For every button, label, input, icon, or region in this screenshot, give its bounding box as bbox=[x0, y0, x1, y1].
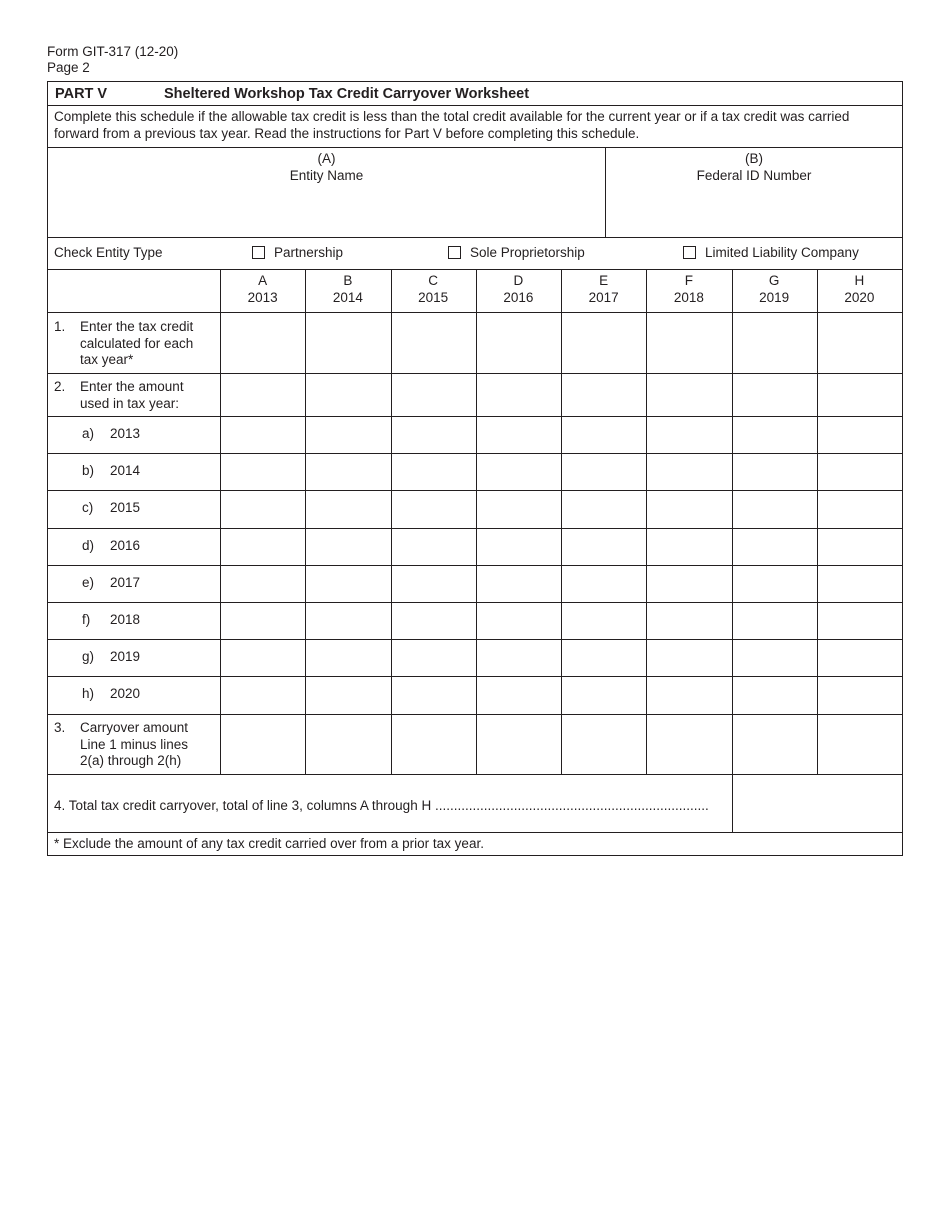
line2f-cell-a[interactable] bbox=[221, 603, 304, 638]
line2e-cell-h[interactable] bbox=[818, 566, 901, 601]
line1-cell-f[interactable] bbox=[647, 314, 730, 372]
line1-cell-a[interactable] bbox=[221, 314, 304, 372]
line3-label-part: Line 1 minus lines bbox=[80, 736, 189, 752]
line2-label-part: Enter the amount bbox=[80, 379, 184, 394]
line2a-cell-d[interactable] bbox=[477, 417, 560, 452]
llc-label: Limited Liability Company bbox=[705, 245, 859, 260]
subline-letter: f) bbox=[82, 612, 91, 627]
line1-cell-e[interactable] bbox=[562, 314, 645, 372]
line2g-cell-f[interactable] bbox=[647, 640, 730, 675]
partnership-label: Partnership bbox=[274, 245, 344, 260]
column-year: 2016 bbox=[503, 289, 534, 305]
line2f-cell-f[interactable] bbox=[647, 603, 730, 638]
line2a-cell-f[interactable] bbox=[647, 417, 730, 452]
line2e-cell-d[interactable] bbox=[477, 566, 560, 601]
subline-letter: b) bbox=[82, 463, 95, 479]
line2g-cell-d[interactable] bbox=[477, 640, 560, 675]
column-header-f bbox=[646, 273, 731, 306]
line2h-cell-e[interactable] bbox=[562, 677, 645, 712]
entity-name-field[interactable] bbox=[48, 148, 605, 237]
line2a-cell-h[interactable] bbox=[818, 417, 901, 452]
subline-letter: a) bbox=[82, 426, 95, 441]
entity-type-label: Check Entity Type bbox=[54, 245, 163, 260]
line1-label-part: tax year* bbox=[80, 352, 134, 367]
line3-cell-d[interactable] bbox=[477, 715, 560, 773]
subline-letter: e) bbox=[82, 574, 95, 590]
divider bbox=[48, 237, 902, 238]
line2a-cell-g[interactable] bbox=[733, 417, 816, 452]
subline-year: 2013 bbox=[110, 426, 141, 441]
entity-name-letter: (A) bbox=[317, 151, 336, 166]
line2b-cell-b[interactable] bbox=[306, 454, 389, 489]
sole-proprietorship-checkbox[interactable] bbox=[448, 246, 461, 259]
column-letter: A bbox=[258, 273, 268, 288]
line2b-cell-g[interactable] bbox=[733, 454, 816, 489]
line2b-cell-a[interactable] bbox=[221, 454, 304, 489]
line2-cell-d[interactable] bbox=[477, 375, 560, 415]
subline-year: 2018 bbox=[110, 612, 141, 627]
federal-id-letter: (B) bbox=[745, 151, 763, 166]
line2-number: 2. bbox=[54, 379, 66, 394]
line2g-cell-a[interactable] bbox=[221, 640, 304, 675]
subline-letter: c) bbox=[82, 500, 94, 516]
line2g-cell-h[interactable] bbox=[818, 640, 901, 675]
column-letter: G bbox=[768, 273, 780, 288]
line2d-cell-c[interactable] bbox=[392, 529, 475, 564]
subline-year: 2020 bbox=[110, 686, 141, 702]
line3-cell-a[interactable] bbox=[221, 715, 304, 773]
part-title: Sheltered Workshop Tax Credit Carryover Worksheet bbox=[164, 86, 530, 102]
line3-label bbox=[80, 720, 188, 770]
column-header-a bbox=[220, 273, 305, 306]
instructions-text: Complete this schedule if the allowable tax credit is less than the total credit available for the current year or if a tax credit was carried forward from a previous tax year. Read the instructions for Part V before completing this schedule. bbox=[54, 109, 850, 141]
line3-number: 3. bbox=[54, 720, 66, 735]
divider bbox=[48, 832, 902, 833]
line2b-cell-h[interactable] bbox=[818, 454, 901, 489]
line3-cell-e[interactable] bbox=[562, 715, 645, 773]
line2b-cell-c[interactable] bbox=[392, 454, 475, 489]
entity-name-label: Entity Name bbox=[289, 168, 364, 183]
column-year: 2020 bbox=[844, 289, 875, 305]
line2h-cell-g[interactable] bbox=[733, 677, 816, 712]
column-year: 2015 bbox=[418, 289, 449, 305]
line2e-cell-e[interactable] bbox=[562, 566, 645, 601]
column-header-g bbox=[732, 273, 817, 306]
sole-proprietorship-label: Sole Proprietorship bbox=[470, 245, 585, 260]
line2e-cell-a[interactable] bbox=[221, 566, 304, 601]
subline-year: 2019 bbox=[110, 649, 141, 665]
line1-cell-h[interactable] bbox=[818, 314, 901, 372]
line2c-cell-d[interactable] bbox=[477, 491, 560, 526]
subline-year: 2014 bbox=[110, 463, 141, 479]
subline-year: 2016 bbox=[110, 537, 141, 553]
column-letter: E bbox=[599, 273, 609, 288]
divider bbox=[732, 774, 733, 832]
column-year: 2013 bbox=[247, 289, 278, 305]
page-number: Page 2 bbox=[47, 60, 90, 75]
line2e-cell-f[interactable] bbox=[647, 566, 730, 601]
line2-cell-c[interactable] bbox=[392, 375, 475, 415]
line2d-cell-e[interactable] bbox=[562, 529, 645, 564]
federal-id-field[interactable] bbox=[606, 148, 902, 237]
part-label: PART V bbox=[55, 86, 108, 102]
line4-label: 4. Total tax credit carryover, total of line 3, columns A through H ......................................................................... bbox=[54, 798, 709, 813]
line2-cell-a[interactable] bbox=[221, 375, 304, 415]
line2f-cell-h[interactable] bbox=[818, 603, 901, 638]
line2f-cell-g[interactable] bbox=[733, 603, 816, 638]
line3-cell-c[interactable] bbox=[392, 715, 475, 773]
line3-label-part: 2(a) through 2(h) bbox=[80, 753, 182, 768]
line2h-cell-f[interactable] bbox=[647, 677, 730, 712]
line1-cell-d[interactable] bbox=[477, 314, 560, 372]
line2a-cell-c[interactable] bbox=[392, 417, 475, 452]
line2e-cell-c[interactable] bbox=[392, 566, 475, 601]
line2g-cell-b[interactable] bbox=[306, 640, 389, 675]
column-year: 2018 bbox=[673, 289, 704, 305]
column-header-c bbox=[391, 273, 476, 306]
line2c-cell-b[interactable] bbox=[306, 491, 389, 526]
subline-year: 2015 bbox=[110, 500, 141, 516]
line2d-cell-a[interactable] bbox=[221, 529, 304, 564]
line2-cell-f[interactable] bbox=[647, 375, 730, 415]
form-id: Form GIT-317 (12-20) bbox=[47, 44, 179, 59]
form-header bbox=[47, 44, 178, 76]
line2d-cell-g[interactable] bbox=[733, 529, 816, 564]
federal-id-label: Federal ID Number bbox=[696, 168, 812, 183]
line1-cell-b[interactable] bbox=[306, 314, 389, 372]
line1-cell-g[interactable] bbox=[733, 314, 816, 372]
line2h-cell-h[interactable] bbox=[818, 677, 901, 712]
line2g-cell-e[interactable] bbox=[562, 640, 645, 675]
line2d-cell-f[interactable] bbox=[647, 529, 730, 564]
line2h-cell-d[interactable] bbox=[477, 677, 560, 712]
line2d-cell-d[interactable] bbox=[477, 529, 560, 564]
column-letter: F bbox=[684, 273, 693, 288]
subline-letter: g) bbox=[82, 649, 95, 665]
line1-label-part: Enter the tax credit bbox=[80, 319, 194, 334]
line2a-cell-e[interactable] bbox=[562, 417, 645, 452]
column-year: 2017 bbox=[588, 289, 619, 305]
line2b-cell-f[interactable] bbox=[647, 454, 730, 489]
line1-label-part: calculated for each bbox=[80, 335, 194, 351]
line3-cell-b[interactable] bbox=[306, 715, 389, 773]
line2c-cell-a[interactable] bbox=[221, 491, 304, 526]
line1-label bbox=[80, 319, 193, 369]
line2h-cell-a[interactable] bbox=[221, 677, 304, 712]
column-header-h bbox=[817, 273, 902, 306]
line2-label-part: used in tax year: bbox=[80, 395, 180, 411]
column-header-d bbox=[476, 273, 561, 306]
line3-cell-h[interactable] bbox=[818, 715, 901, 773]
column-letter: C bbox=[428, 273, 438, 288]
subline-letter: d) bbox=[82, 537, 95, 553]
column-year: 2014 bbox=[332, 289, 363, 305]
line2-cell-b[interactable] bbox=[306, 375, 389, 415]
line2b-cell-d[interactable] bbox=[477, 454, 560, 489]
line3-label-part: Carryover amount bbox=[80, 720, 189, 735]
line2f-cell-c[interactable] bbox=[392, 603, 475, 638]
line2b-cell-e[interactable] bbox=[562, 454, 645, 489]
line1-cell-c[interactable] bbox=[392, 314, 475, 372]
line2f-cell-e[interactable] bbox=[562, 603, 645, 638]
divider bbox=[48, 105, 902, 106]
footnote: * Exclude the amount of any tax credit carried over from a prior tax year. bbox=[54, 836, 484, 851]
line2a-cell-b[interactable] bbox=[306, 417, 389, 452]
line2d-cell-h[interactable] bbox=[818, 529, 901, 564]
line1-number: 1. bbox=[54, 319, 66, 334]
line4-total-field[interactable] bbox=[734, 775, 902, 832]
column-header-b bbox=[305, 273, 390, 306]
line2e-cell-b[interactable] bbox=[306, 566, 389, 601]
line2c-cell-e[interactable] bbox=[562, 491, 645, 526]
line2a-cell-a[interactable] bbox=[221, 417, 304, 452]
line2-cell-g[interactable] bbox=[733, 375, 816, 415]
line2d-cell-b[interactable] bbox=[306, 529, 389, 564]
line3-cell-f[interactable] bbox=[647, 715, 730, 773]
subline-letter: h) bbox=[82, 686, 95, 702]
line2-cell-h[interactable] bbox=[818, 375, 901, 415]
line2c-cell-h[interactable] bbox=[818, 491, 901, 526]
column-year: 2019 bbox=[759, 289, 790, 305]
worksheet-form bbox=[47, 81, 903, 856]
line2h-cell-b[interactable] bbox=[306, 677, 389, 712]
column-letter: B bbox=[343, 273, 353, 288]
line2-label bbox=[80, 379, 184, 412]
line2-cell-e[interactable] bbox=[562, 375, 645, 415]
llc-checkbox[interactable] bbox=[683, 246, 696, 259]
column-letter: H bbox=[854, 273, 865, 288]
column-header-e bbox=[561, 273, 646, 306]
line2c-cell-c[interactable] bbox=[392, 491, 475, 526]
column-letter: D bbox=[513, 273, 524, 288]
partnership-checkbox[interactable] bbox=[252, 246, 265, 259]
line3-cell-g[interactable] bbox=[733, 715, 816, 773]
line2h-cell-c[interactable] bbox=[392, 677, 475, 712]
line2c-cell-g[interactable] bbox=[733, 491, 816, 526]
line2f-cell-b[interactable] bbox=[306, 603, 389, 638]
line2f-cell-d[interactable] bbox=[477, 603, 560, 638]
subline-year: 2017 bbox=[110, 574, 141, 590]
line2g-cell-g[interactable] bbox=[733, 640, 816, 675]
line2e-cell-g[interactable] bbox=[733, 566, 816, 601]
line2c-cell-f[interactable] bbox=[647, 491, 730, 526]
line2g-cell-c[interactable] bbox=[392, 640, 475, 675]
